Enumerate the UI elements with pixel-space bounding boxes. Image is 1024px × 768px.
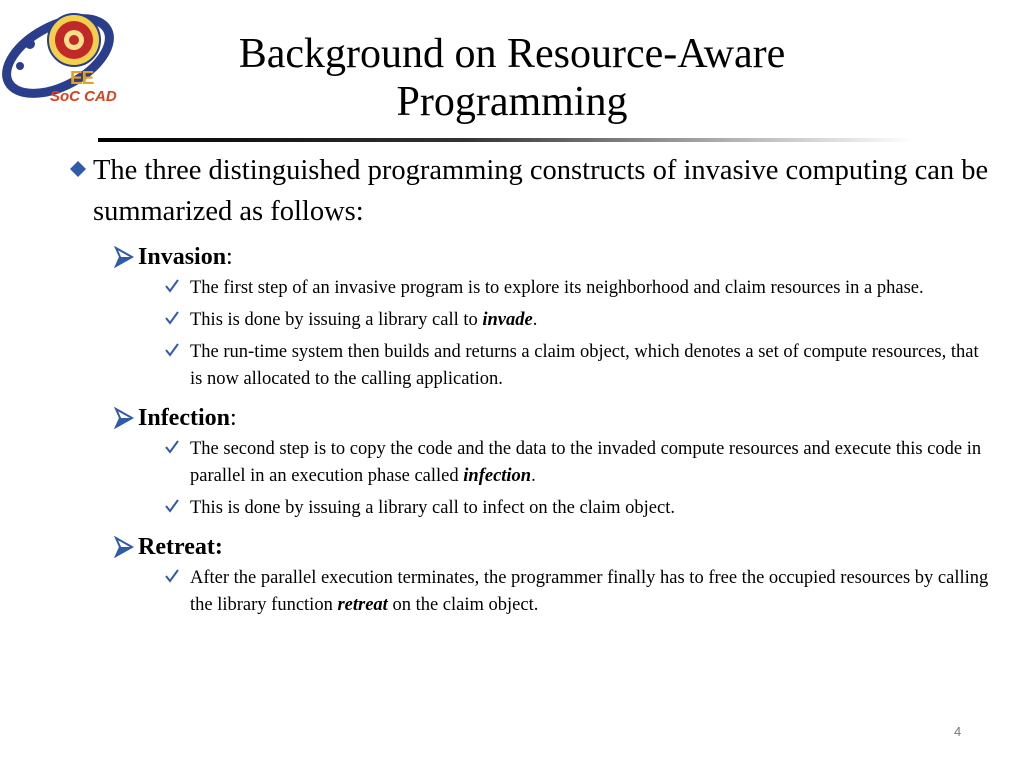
infection-colon: :	[230, 405, 237, 431]
slide-body	[70, 150, 990, 624]
invasion-item-text: The run-time system then builds and returns a claim object, which denotes a set of compute resources, that is now allocated to the calling application.	[190, 342, 979, 389]
retreat-heading	[70, 532, 990, 562]
retreat-item-text-end: on the claim object.	[387, 595, 539, 615]
check-bullet-icon	[164, 309, 180, 327]
check-bullet-icon	[164, 277, 180, 295]
slide-title: Background on Resource-Aware Programming	[238, 31, 786, 125]
title-divider	[98, 138, 914, 142]
infection-heading	[70, 403, 990, 433]
invasion-heading	[70, 242, 990, 272]
infection-keyword: infection	[463, 466, 532, 486]
retreat-keyword: retreat	[337, 595, 388, 615]
intro-bullet	[70, 150, 990, 232]
invasion-item-text-end: .	[532, 310, 538, 330]
infection-label: Infection	[138, 405, 230, 431]
invasion-item	[70, 339, 990, 393]
university-logo	[0, 8, 126, 108]
invasion-label: Invasion	[138, 244, 227, 270]
retreat-item-text: After the parallel execution terminates, the programmer finally has to free the occupied resources by calling the library function	[190, 568, 989, 615]
logo-soc-cad-text: SoC CAD	[50, 88, 117, 105]
invasion-item	[70, 275, 990, 302]
intro-text: The three distinguished programming constructs of invasive computing can be summarized as follows:	[93, 155, 989, 227]
check-bullet-icon	[164, 567, 180, 585]
check-bullet-icon	[164, 497, 180, 515]
retreat-item	[70, 565, 990, 619]
infection-item-text-end: .	[531, 466, 536, 486]
invasion-item-text: This is done by issuing a library call to	[190, 310, 483, 330]
diamond-bullet-icon	[70, 161, 86, 177]
arrow-bullet-icon	[114, 536, 134, 558]
infection-item-text: This is done by issuing a library call to infect on the claim object.	[190, 498, 675, 518]
invasion-item	[70, 307, 990, 334]
check-bullet-icon	[164, 438, 180, 456]
invade-keyword: invade	[482, 310, 533, 330]
invasion-colon: :	[226, 244, 233, 270]
logo-ee-text: EE	[70, 68, 94, 89]
arrow-bullet-icon	[114, 407, 134, 429]
check-bullet-icon	[164, 341, 180, 359]
page-number: 4	[954, 724, 962, 739]
retreat-label: Retreat:	[138, 534, 223, 560]
arrow-bullet-icon	[114, 246, 134, 268]
infection-item	[70, 436, 990, 490]
infection-item-text: The second step is to copy the code and the data to the invaded compute resources and execute this code in parallel in an execution phase called	[190, 439, 982, 486]
infection-item	[70, 495, 990, 522]
invasion-item-text: The first step of an invasive program is to explore its neighborhood and claim resources in a phase.	[190, 278, 924, 298]
